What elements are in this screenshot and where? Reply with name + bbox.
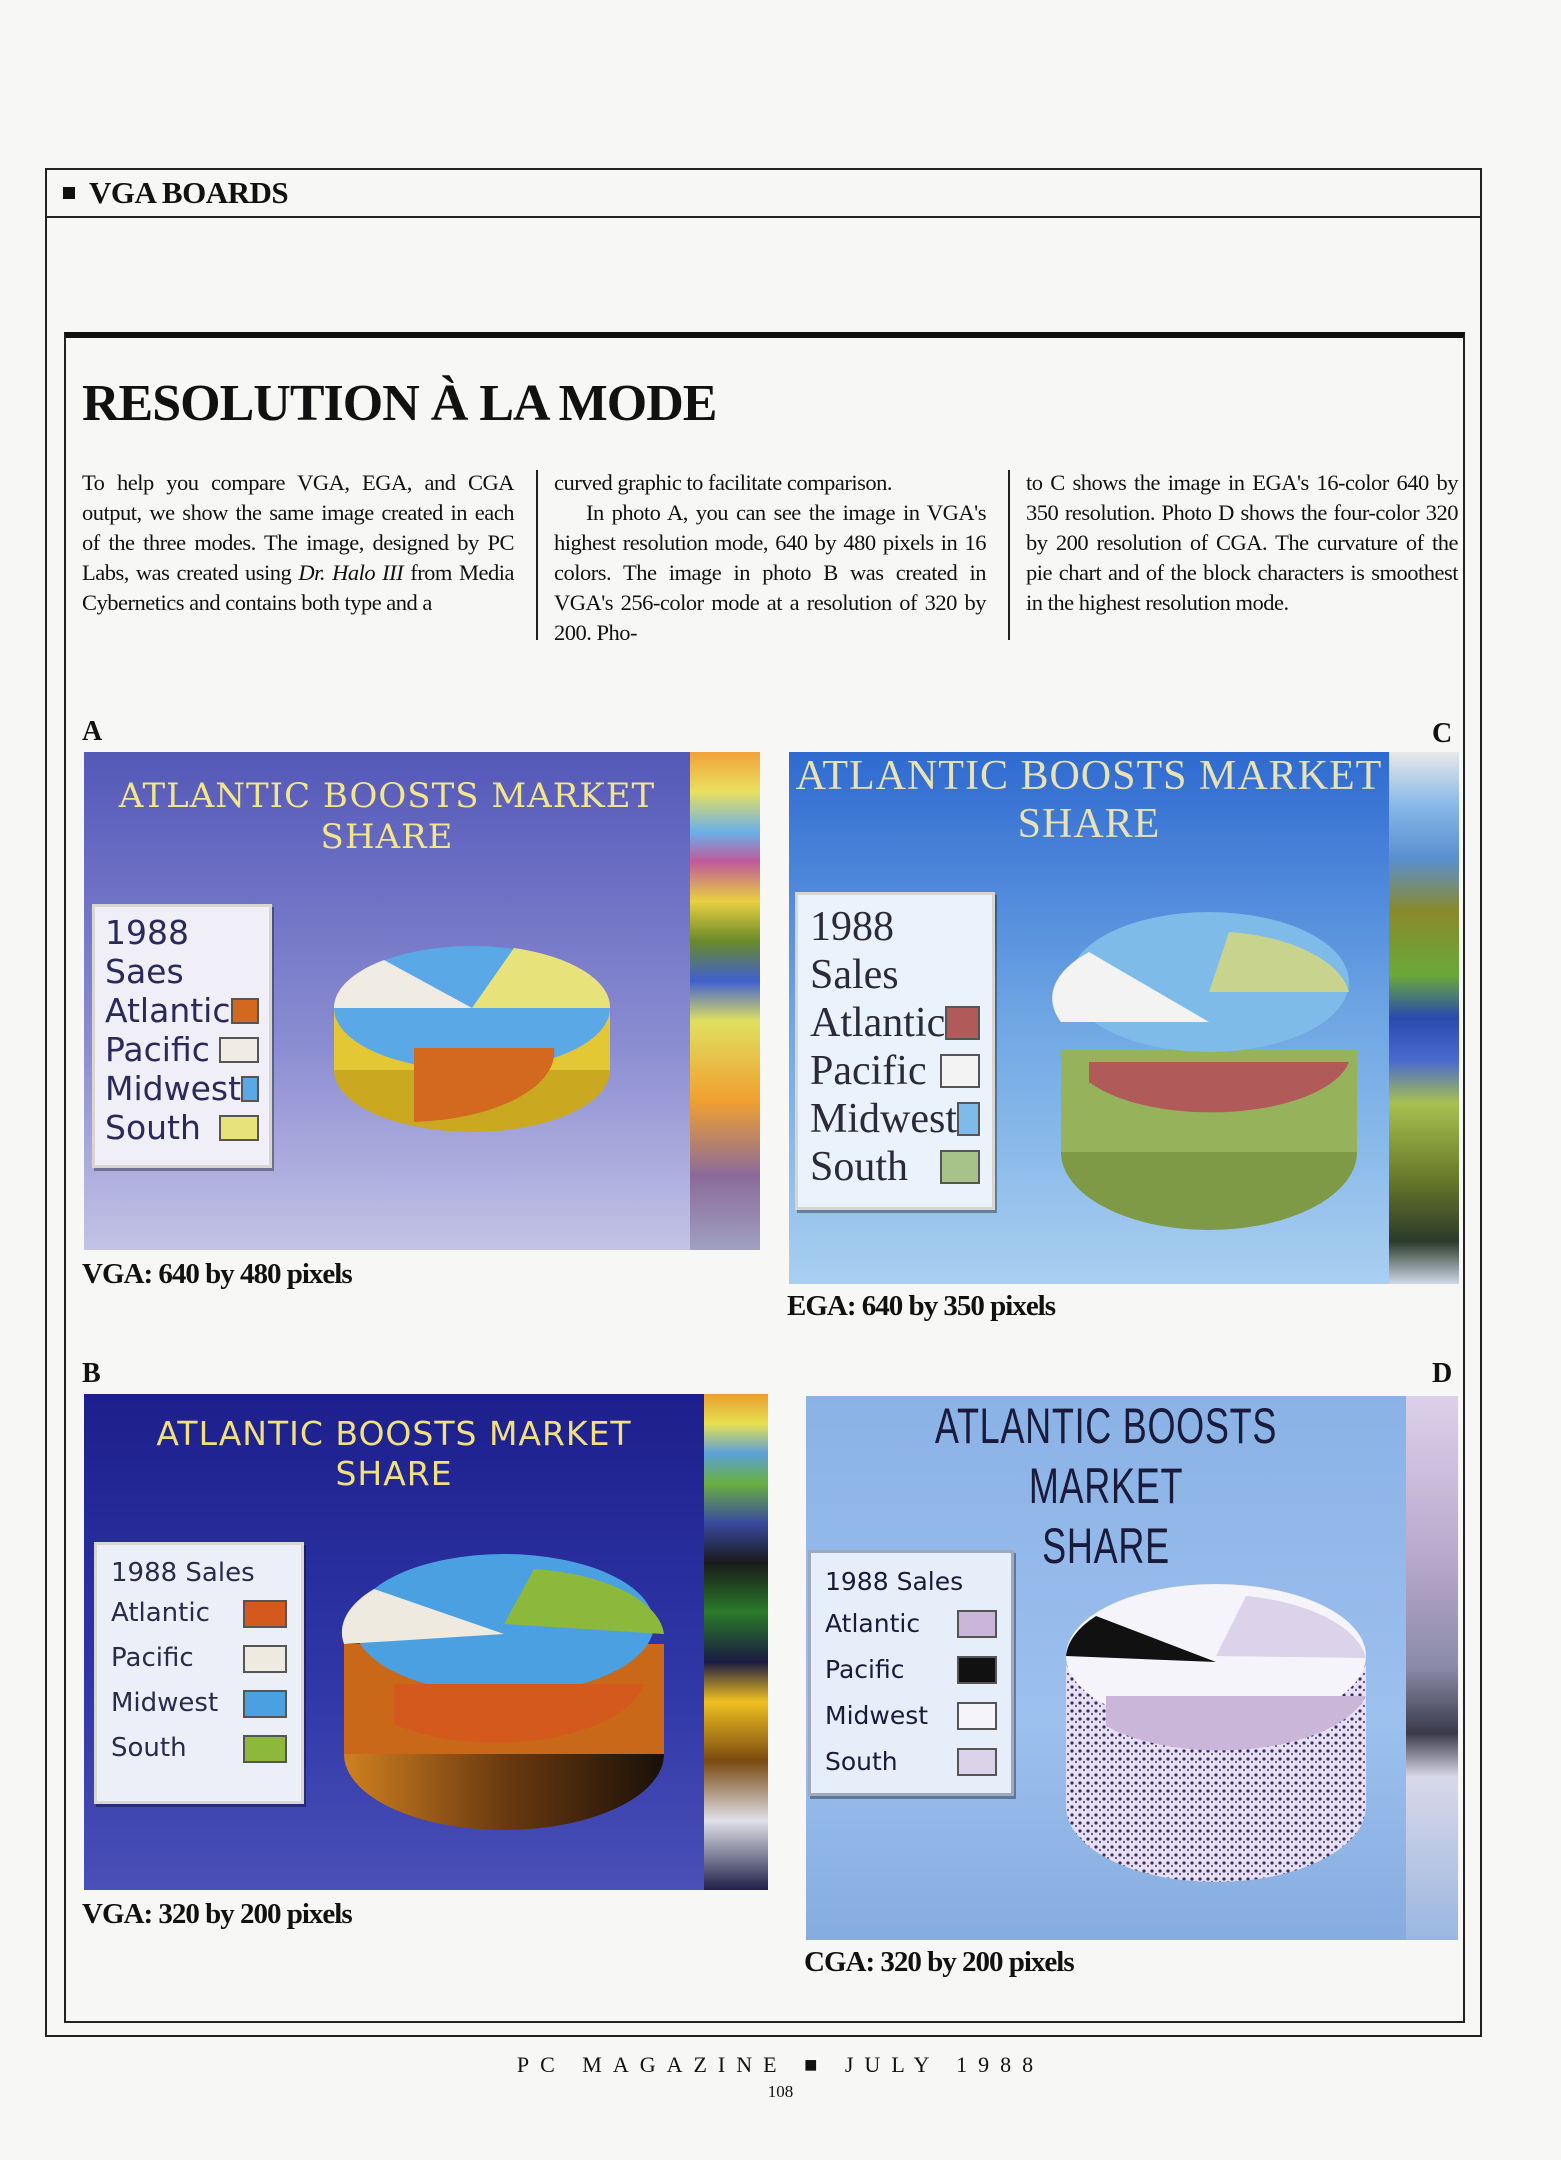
photo-b-vga-320 xyxy=(84,1394,768,1890)
legend-item: Midwest xyxy=(810,1095,980,1143)
caption-d: CGA: 320 by 200 pixels xyxy=(804,1946,1074,1978)
legend-item: South xyxy=(105,1108,259,1147)
intro-column-2 xyxy=(554,468,986,645)
swatch-atlantic xyxy=(243,1600,287,1628)
screen-title: ATLANTIC BOOSTS MARKET SHARE xyxy=(934,1398,1278,1574)
caption-b: VGA: 320 by 200 pixels xyxy=(82,1898,352,1930)
swatch-atlantic xyxy=(957,1610,997,1638)
chart-legend xyxy=(92,904,272,1168)
page-number: 108 xyxy=(767,2082,794,2101)
screen-title: ATLANTIC BOOSTS MARKET SHARE xyxy=(795,753,1383,848)
intro-text: In photo A, you can see the image in VGA's highest resolution mode, 640 by 480 pixels in 16 colors. The image in photo B was created in VGA's 256-color mode at a resolution of 320 by 200. Pho- xyxy=(554,500,986,645)
square-bullet-icon xyxy=(63,187,75,199)
legend-item: Pacific xyxy=(810,1047,980,1095)
legend-title: 1988 Sales xyxy=(111,1558,255,1588)
legend-item: South xyxy=(810,1143,980,1191)
swatch-south xyxy=(243,1735,287,1763)
intro-text: to C shows the image in EGA's 16-color 640 by 350 resolution. Photo D shows the four-color 320 by 200 resolution of CGA. The curvature of the pie chart and of the block characters is smoothest in the highest resolution mode. xyxy=(1026,470,1458,615)
photo-a-vga-640 xyxy=(84,752,760,1250)
screen-title: ATLANTIC BOOSTS MARKET SHARE xyxy=(156,1414,632,1493)
legend-item: Midwest xyxy=(825,1693,997,1739)
legend-item: Pacific xyxy=(825,1647,997,1693)
legend-item: Pacific xyxy=(105,1030,259,1069)
swatch-midwest xyxy=(243,1690,287,1718)
chart-legend xyxy=(94,1542,304,1804)
photo-letter-a: A xyxy=(82,716,103,747)
page-footer: PC MAGAZINE ■ JULY 1988 xyxy=(516,2052,1045,2077)
section-header xyxy=(47,170,1480,218)
legend-title: 1988 Saes xyxy=(105,913,189,991)
intro-column-1 xyxy=(82,468,514,628)
swatch-pacific xyxy=(940,1054,980,1088)
screen-title: ATLANTIC BOOSTS MARKET SHARE xyxy=(118,776,656,857)
swatch-pacific xyxy=(219,1037,259,1063)
swatch-south xyxy=(957,1748,997,1776)
legend-item: Atlantic xyxy=(825,1601,997,1647)
page-frame xyxy=(45,168,1482,2037)
legend-item: Atlantic xyxy=(111,1591,287,1636)
caption-c: EGA: 640 by 350 pixels xyxy=(787,1290,1056,1322)
chart-legend xyxy=(808,1550,1014,1796)
swatch-pacific xyxy=(243,1645,287,1673)
swatch-midwest xyxy=(957,1702,997,1730)
chart-legend xyxy=(795,892,995,1210)
swatch-south xyxy=(940,1150,980,1184)
product-name: Dr. Halo III xyxy=(298,560,404,585)
legend-item: Atlantic xyxy=(105,991,259,1030)
column-divider xyxy=(536,470,538,640)
section-label: VGA BOARDS xyxy=(89,175,289,210)
intro-text: from Media Cybernetics and contains both type and a xyxy=(82,560,514,615)
photo-d-cga-320 xyxy=(806,1396,1458,1940)
intro-text: curved graphic to facilitate comparison. xyxy=(554,470,892,495)
photo-letter-d: D xyxy=(1432,1358,1453,1389)
caption-a: VGA: 640 by 480 pixels xyxy=(82,1258,352,1290)
swatch-pacific xyxy=(957,1656,997,1684)
swatch-atlantic xyxy=(231,998,260,1024)
column-divider xyxy=(1008,470,1010,640)
article-box xyxy=(64,332,1465,2023)
swatch-midwest xyxy=(957,1102,980,1136)
photo-letter-b: B xyxy=(82,1358,101,1389)
legend-title: 1988 Sales xyxy=(825,1567,964,1596)
legend-item: Midwest xyxy=(105,1069,259,1108)
photo-c-ega-640 xyxy=(789,752,1459,1284)
legend-item: South xyxy=(111,1726,287,1771)
swatch-south xyxy=(219,1115,259,1141)
legend-item: South xyxy=(825,1739,997,1785)
intro-text: To help you compare VGA, EGA, and CGA output, we show the same image created in each of the three modes. The image, designed by PC Labs, was created using xyxy=(82,470,514,585)
legend-item: Midwest xyxy=(111,1681,287,1726)
photo-letter-c: C xyxy=(1432,718,1453,749)
legend-title: 1988 Sales xyxy=(810,904,899,998)
article-headline: RESOLUTION À LA MODE xyxy=(82,375,717,432)
intro-column-3 xyxy=(1026,468,1458,628)
swatch-atlantic xyxy=(945,1006,980,1040)
legend-item: Pacific xyxy=(111,1636,287,1681)
legend-item: Atlantic xyxy=(810,999,980,1047)
swatch-midwest xyxy=(241,1076,259,1102)
